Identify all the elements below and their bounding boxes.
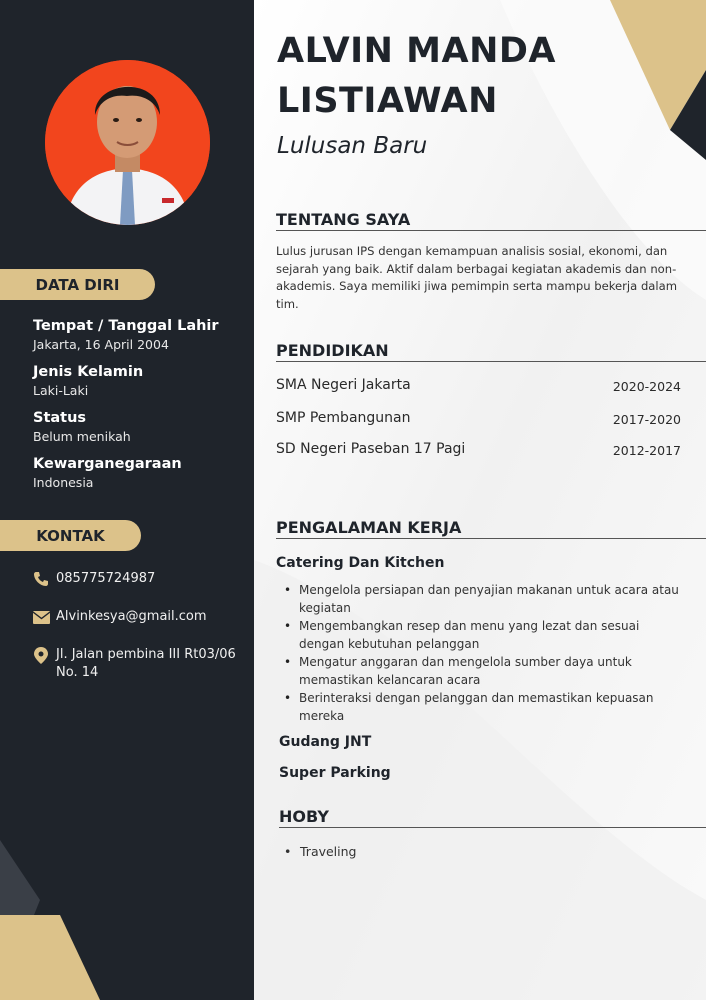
- info-value: Laki-Laki: [33, 383, 89, 398]
- list-item: • Berinteraksi dengan pelanggan dan memastikan kepuasan mereka: [284, 690, 684, 725]
- school-years: 2020-2024: [612, 379, 681, 394]
- data-diri-heading: DATA DIRI: [0, 269, 155, 300]
- info-label: Jenis Kelamin: [33, 364, 144, 380]
- phone-number: 085775724987: [56, 571, 156, 586]
- job-duties-list: [284, 582, 684, 726]
- section-title-pendidikan: PENDIDIKAN: [276, 341, 706, 362]
- school-name: SMA Negeri Jakarta: [276, 377, 411, 393]
- name-line-2: LISTIAWAN: [277, 81, 498, 121]
- info-status: [33, 409, 243, 446]
- section-title-pengalaman: PENGALAMAN KERJA: [276, 518, 706, 539]
- personal-info: [33, 317, 243, 501]
- job-title: Gudang JNT: [279, 734, 372, 750]
- list-item: • Mengembangkan resep dan menu yang lezat dan sesuai dengan kebutuhan pelanggan: [284, 618, 684, 653]
- profile-photo: [45, 60, 210, 225]
- contact-email[interactable]: [31, 608, 246, 626]
- contact-phone[interactable]: [31, 570, 246, 588]
- info-value: Indonesia: [33, 475, 94, 490]
- address-text: Jl. Jalan pembina III Rt03/06 No. 14: [56, 647, 236, 680]
- school-name: SD Negeri Paseban 17 Pagi: [276, 441, 466, 457]
- job-title: Catering Dan Kitchen: [276, 555, 445, 571]
- mail-icon: [31, 608, 51, 626]
- job-subtitle: Lulusan Baru: [277, 133, 428, 159]
- info-gender: [33, 363, 243, 400]
- info-label: Tempat / Tanggal Lahir: [33, 318, 219, 334]
- job-title: Super Parking: [279, 765, 391, 781]
- section-title-hoby: HOBY: [279, 807, 706, 828]
- info-birth: [33, 317, 243, 354]
- sidebar: [0, 0, 254, 1000]
- name-line-1: ALVIN MANDA: [277, 31, 557, 71]
- email-address: Alvinkesya@gmail.com: [56, 609, 207, 624]
- list-item: • Mengatur anggaran dan mengelola sumber daya untuk memastikan kelancaran acara: [284, 654, 684, 689]
- school-years: 2017-2020: [612, 412, 681, 427]
- school-name: SMP Pembangunan: [276, 410, 411, 426]
- info-value: Belum menikah: [33, 429, 131, 444]
- education-row: [276, 441, 681, 458]
- hobby-list: [284, 843, 357, 861]
- section-title-tentang: TENTANG SAYA: [276, 210, 706, 231]
- about-text: Lulus jurusan IPS dengan kemampuan analisis sosial, ekonomi, dan sejarah yang baik. Aktif dalam berbagai kegiatan akademis dan non-akademis. Saya memiliki jiwa pemimpin serta mampu bekerja dalam tim.: [276, 244, 678, 311]
- list-item: • Traveling: [284, 843, 357, 861]
- main-content: [254, 0, 706, 1000]
- education-row: [276, 410, 681, 427]
- info-nationality: [33, 455, 243, 492]
- kontak-heading: KONTAK: [0, 520, 141, 551]
- phone-icon: [31, 570, 51, 588]
- full-name: [277, 26, 556, 126]
- education-row: [276, 377, 681, 394]
- person-avatar-icon: [45, 60, 210, 225]
- contact-address: [31, 646, 246, 682]
- info-value: Jakarta, 16 April 2004: [33, 337, 169, 352]
- info-label: Kewarganegaraan: [33, 456, 182, 472]
- school-years: 2012-2017: [612, 443, 681, 458]
- info-label: Status: [33, 410, 87, 426]
- list-item: • Mengelola persiapan dan penyajian makanan untuk acara atau kegiatan: [284, 582, 684, 617]
- location-pin-icon: [31, 646, 51, 664]
